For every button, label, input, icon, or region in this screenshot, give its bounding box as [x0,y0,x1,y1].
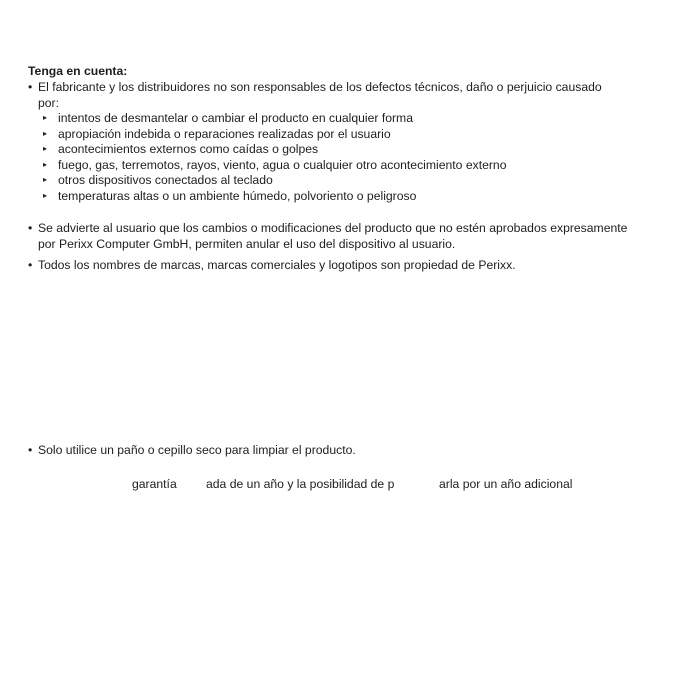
warranty-fragment: garantía [132,477,177,491]
warranty-fragment: arla por un año adicional [439,477,573,491]
trademark-notice: Todos los nombres de marcas, marcas comerciales y logotipos son propiedad de Perixx. [38,258,516,272]
warranty-fragment: ada de un año y la posibilidad de p [206,477,395,491]
sub-bullet-icon: ▸ [43,175,48,184]
liability-intro-line-2: por: [38,96,60,110]
cause-item: fuego, gas, terremotos, rayos, viento, agua o cualquier otro acontecimiento externo [58,158,507,172]
cause-item: apropiación indebida o reparaciones realizadas por el usuario [58,127,391,141]
cause-item: acontecimientos externos como caídas o golpes [58,142,319,156]
bullet-icon: • [28,443,33,457]
bullet-icon: • [28,258,33,272]
sub-bullet-icon: ▸ [43,113,48,122]
sub-bullet-icon: ▸ [43,160,48,169]
modification-warning-line-2: por Perixx Computer GmbH, permiten anular el uso del dispositivo al usuario. [38,237,456,251]
cause-item: otros dispositivos conectados al teclado [58,173,273,187]
sub-bullet-icon: ▸ [43,129,48,138]
cleaning-instruction: Solo utilice un paño o cepillo seco para limpiar el producto. [38,443,356,457]
liability-intro-line-1: El fabricante y los distribuidores no son responsables de los defectos técnicos, daño o perjuicio causado [38,80,602,94]
notice-heading: Tenga en cuenta: [28,64,128,78]
bullet-icon: • [28,80,33,94]
modification-warning-line-1: Se advierte al usuario que los cambios o modificaciones del producto que no estén aprobados expresamente [38,221,628,235]
bullet-icon: • [28,221,33,235]
sub-bullet-icon: ▸ [43,191,48,200]
sub-bullet-icon: ▸ [43,144,48,153]
cause-item: temperaturas altas o un ambiente húmedo, polvoriento o peligroso [58,189,417,203]
cause-item: intentos de desmantelar o cambiar el producto en cualquier forma [58,111,413,125]
